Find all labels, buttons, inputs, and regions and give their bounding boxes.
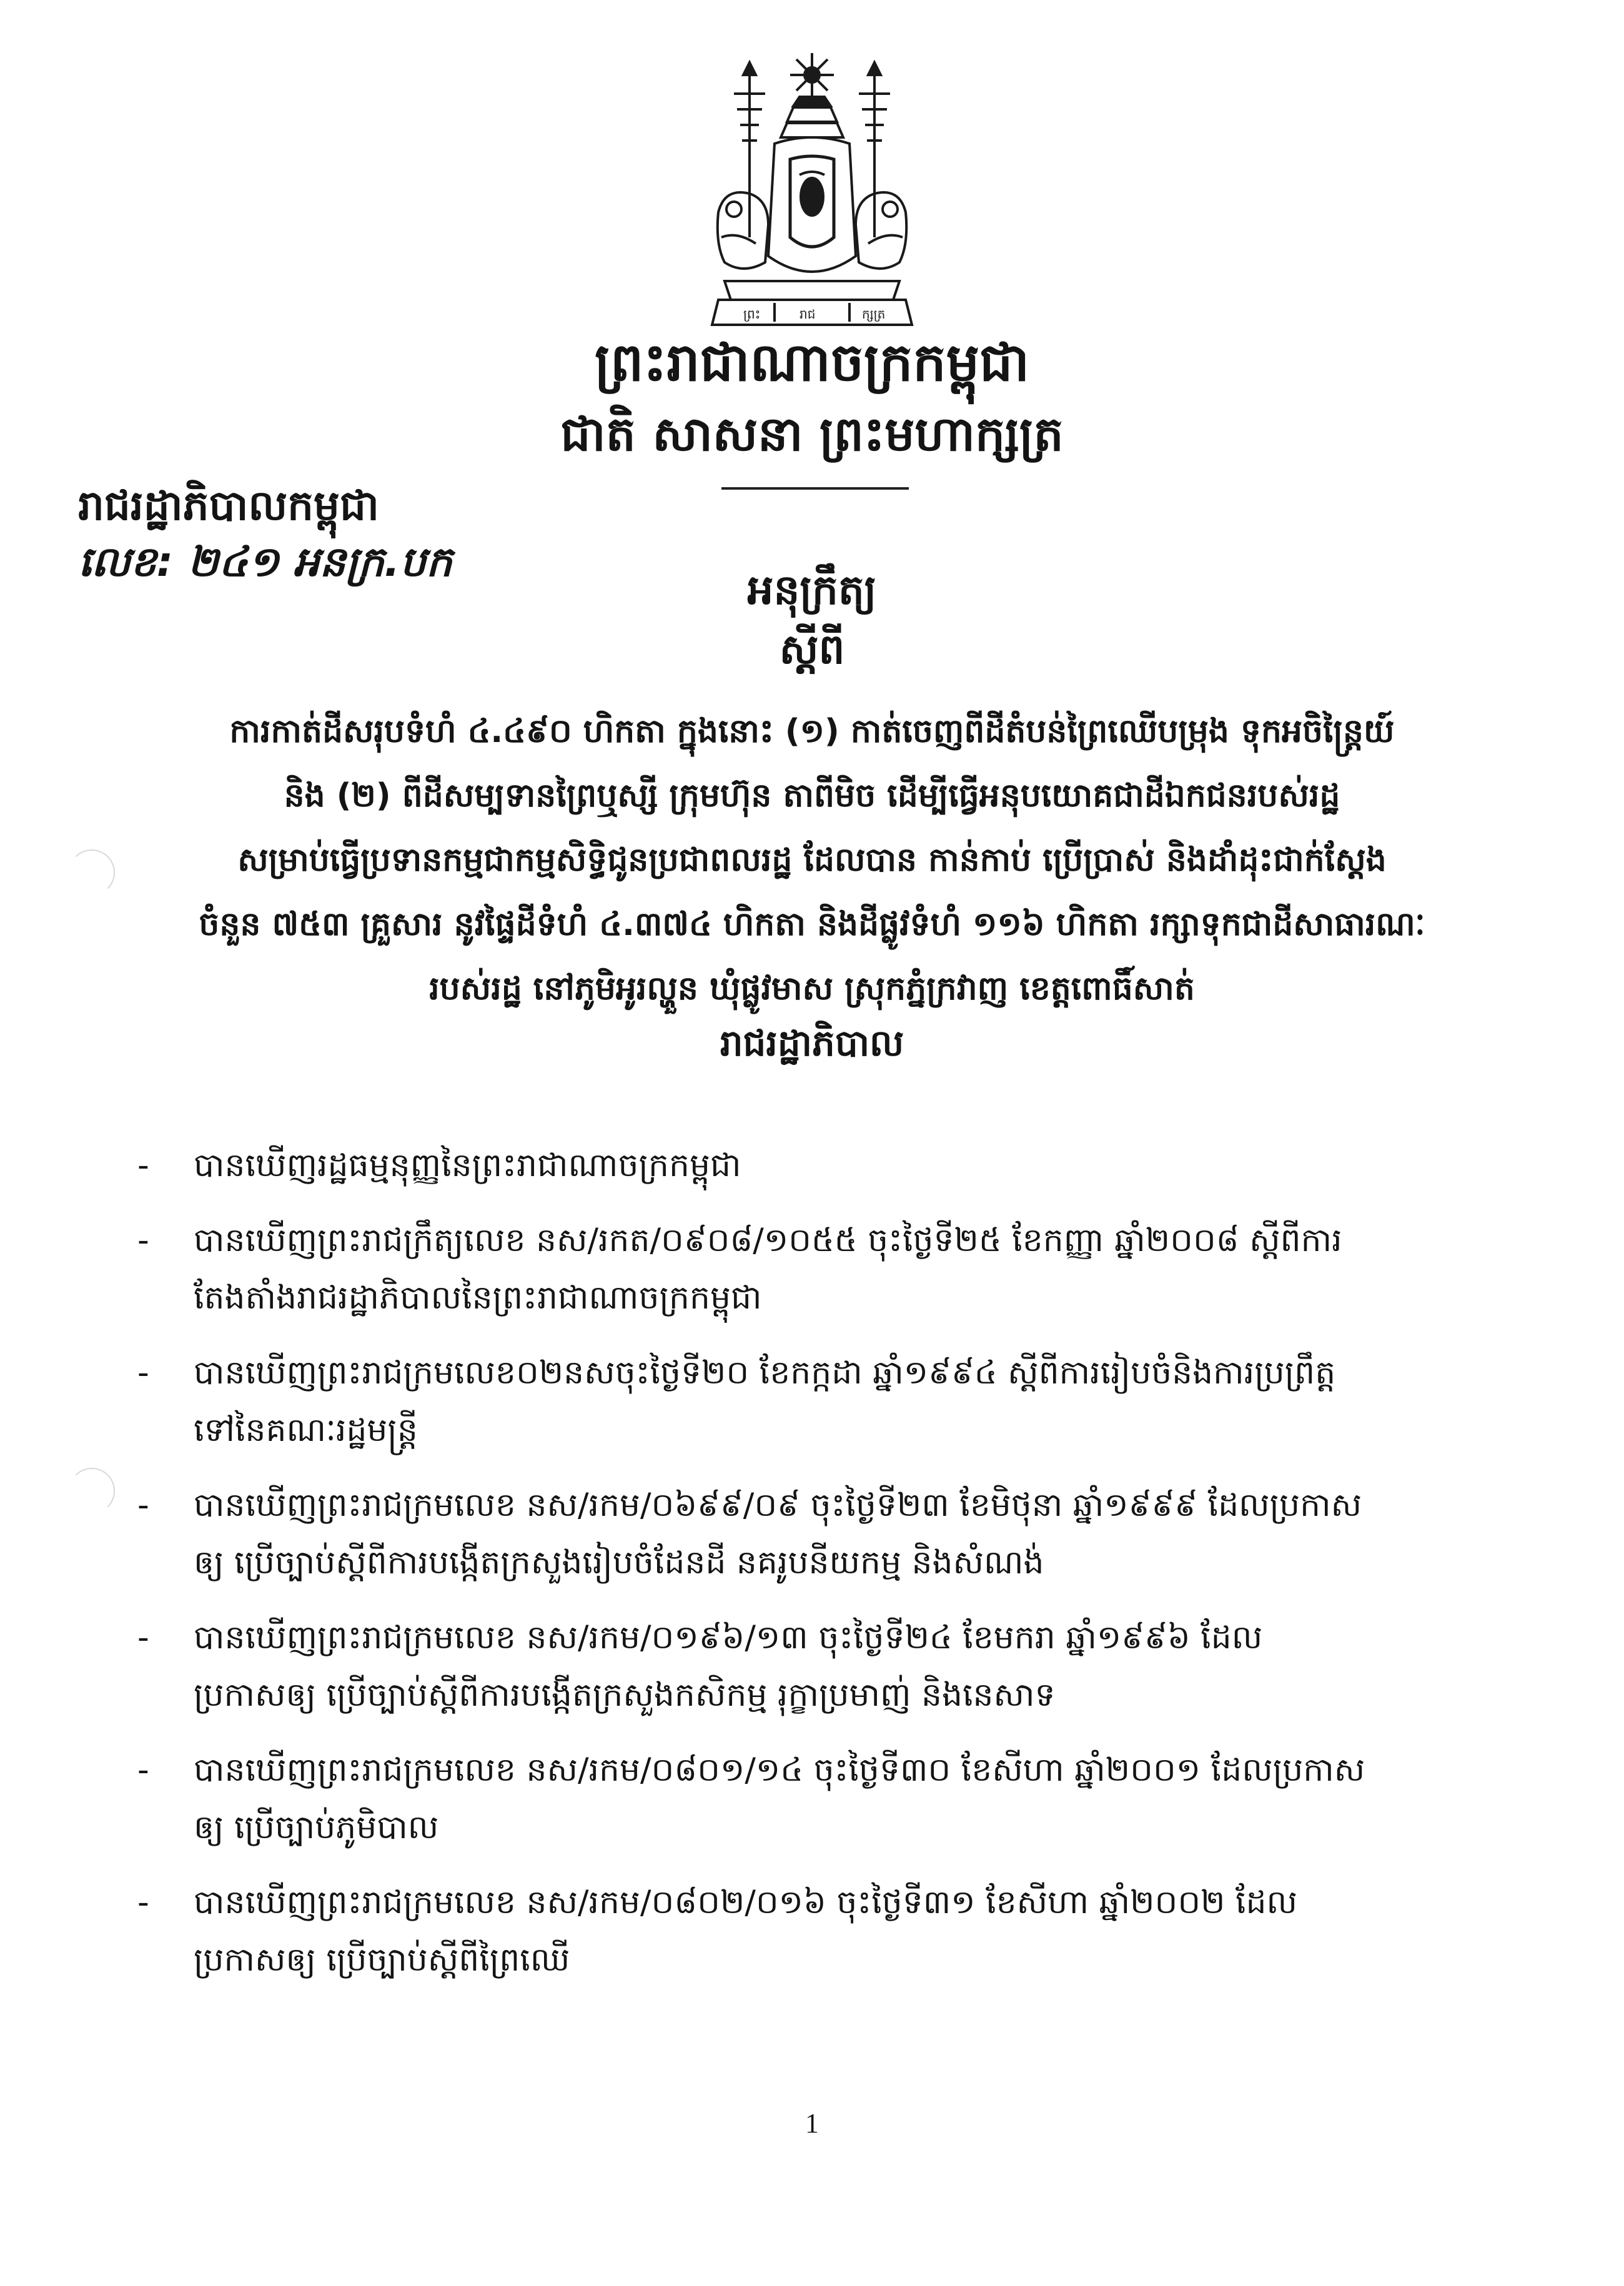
svg-text:ព្រះ: ព្រះ xyxy=(743,307,761,322)
subject-line: ចំនួន ៧៥៣ គ្រួសារ នូវផ្ទៃដីទំហំ ៤.៣៧៤ ហិកតា និងដីផ្លូវទំហំ ១១៦ ហិកតា រក្សាទុកជាដីសាធារណៈ xyxy=(199,906,1425,943)
subject-line: របស់រដ្ឋ នៅភូមិអូរល្ហួន ឃុំផ្លូវមាស ស្រុកភ្នំក្រវាញ ខេត្តពោធិ៍សាត់ xyxy=(429,970,1195,1007)
reference-line: ទៅនៃគណៈរដ្ឋមន្ត្រី xyxy=(194,1412,418,1449)
kingdom-title: ព្រះរាជាណាចក្រកម្ពុជា xyxy=(594,332,1030,393)
list-dash: - xyxy=(137,1354,149,1392)
national-motto: ជាតិ សាសនា ព្រះមហាក្សត្រ xyxy=(560,406,1064,462)
list-dash: - xyxy=(137,1487,149,1524)
reference-line: បានឃើញព្រះរាជក្រមលេខ០២នសចុះថ្ងៃទី២០ ខែកក្កដា ឆ្នាំ១៩៩៤ ស្តីពីការរៀបចំនិងការប្រព្រឹត្ត xyxy=(194,1354,1336,1392)
motto-divider xyxy=(721,487,909,490)
list-dash: - xyxy=(137,1751,149,1789)
list-dash: - xyxy=(137,1147,149,1184)
reference-line: ប្រកាសឲ្យ ប្រើច្បាប់ស្តីពីការបង្កើតក្រសួងកសិកម្ម រុក្ខាប្រមាញ់ និងនេសាទ xyxy=(194,1676,1056,1714)
reference-item xyxy=(125,1477,1543,1591)
reference-item xyxy=(125,1874,1543,1989)
reference-item xyxy=(125,1344,1543,1459)
reference-item xyxy=(125,1741,1543,1856)
royal-emblem-icon xyxy=(706,50,918,337)
reference-item xyxy=(125,1212,1543,1327)
subject-line: សម្រាប់ធ្វើប្រទានកម្មជាកម្មសិទ្ធិជូនប្រជាពលរដ្ឋ ដែលបាន កាន់កាប់ ប្រើប្រាស់ និងដាំដុះជាក់ស្តែង xyxy=(237,841,1387,879)
subject-line: ការកាត់ដីសរុបទំហំ ៤.៤៩០ ហិកតា ក្នុងនោះ (១) កាត់ចេញពីដីតំបន់ព្រៃឈើបម្រុង ទុកអចិន្ត្រៃយ៍ xyxy=(229,713,1395,750)
reference-line: ឲ្យ ប្រើច្បាប់ភូមិបាល xyxy=(194,1809,439,1846)
document-about: ស្តីពី xyxy=(779,625,845,673)
government-name: រាជរដ្ឋាភិបាលកម្ពុជា xyxy=(78,482,379,530)
legal-references xyxy=(125,1137,1543,1989)
reference-line: ប្រកាសឲ្យ ប្រើច្បាប់ស្តីពីព្រៃឈើ xyxy=(194,1941,570,1979)
punch-hole-mark xyxy=(69,849,115,896)
reference-line: បានឃើញព្រះរាជក្រមលេខ នស/រកម/០៦៩៩/០៩ ចុះថ្ងៃទី២៣ ខែមិថុនា ឆ្នាំ១៩៩៩ ដែលប្រកាស xyxy=(194,1487,1362,1524)
list-dash: - xyxy=(137,1619,149,1656)
reference-line: បានឃើញព្រះរាជក្រមលេខ នស/រកម/០៨០២/០១៦ ចុះថ្ងៃទី៣១ ខែសីហា ឆ្នាំ២០០២ ដែល xyxy=(194,1884,1298,1921)
reference-line: បានឃើញព្រះរាជក្រមលេខ នស/រកម/០១៩៦/១៣ ចុះថ្ងៃទី២៤ ខែមករា ឆ្នាំ១៩៩៦ ដែល xyxy=(194,1619,1263,1656)
reference-line: បានឃើញព្រះរាជក្រមលេខ នស/រកម/០៨០១/១៤ ចុះថ្ងៃទី៣០ ខែសីហា ឆ្នាំ២០០១ ដែលប្រកាស xyxy=(194,1751,1365,1789)
document-type: អនុក្រឹត្យ xyxy=(747,566,877,614)
list-dash: - xyxy=(137,1222,149,1259)
list-dash: - xyxy=(137,1884,149,1921)
reference-line: បានឃើញរដ្ឋធម្មនុញ្ញនៃព្រះរាជាណាចក្រកម្ពុជា xyxy=(194,1147,741,1184)
page-number: 1 xyxy=(805,2108,819,2139)
subject-line: និង (២) ពីដីសម្បទានព្រៃឬស្សី ក្រុមហ៊ុន តាពីមិច ដើម្បីធ្វើអនុបយោគជាដីឯកជនរបស់រដ្ឋ xyxy=(284,777,1340,814)
reference-line: បានឃើញព្រះរាជក្រឹត្យលេខ នស/រកត/០៩០៨/១០៥៥ ចុះថ្ងៃទី២៥ ខែកញ្ញា ឆ្នាំ២០០៨ ស្តីពីការ xyxy=(194,1222,1342,1259)
reference-line: តែងតាំងរាជរដ្ឋាភិបាលនៃព្រះរាជាណាចក្រកម្ពុជា xyxy=(194,1279,762,1317)
issuing-authority: រាជរដ្ឋាភិបាល xyxy=(720,1022,904,1064)
reference-item xyxy=(125,1609,1543,1724)
document-subject xyxy=(125,700,1499,1021)
svg-text:ក្សត្រ: ក្សត្រ xyxy=(862,307,886,322)
document-number: លេខ: ២៤១ អនក្រ.បក xyxy=(78,538,452,586)
svg-text:រាជ: រាជ xyxy=(800,307,816,322)
punch-hole-mark xyxy=(69,1468,115,1514)
reference-item xyxy=(125,1137,1543,1194)
reference-line: ឲ្យ ប្រើច្បាប់ស្តីពីការបង្កើតក្រសួងរៀបចំដែនដី នគរូបនីយកម្ម និងសំណង់ xyxy=(194,1544,1044,1581)
